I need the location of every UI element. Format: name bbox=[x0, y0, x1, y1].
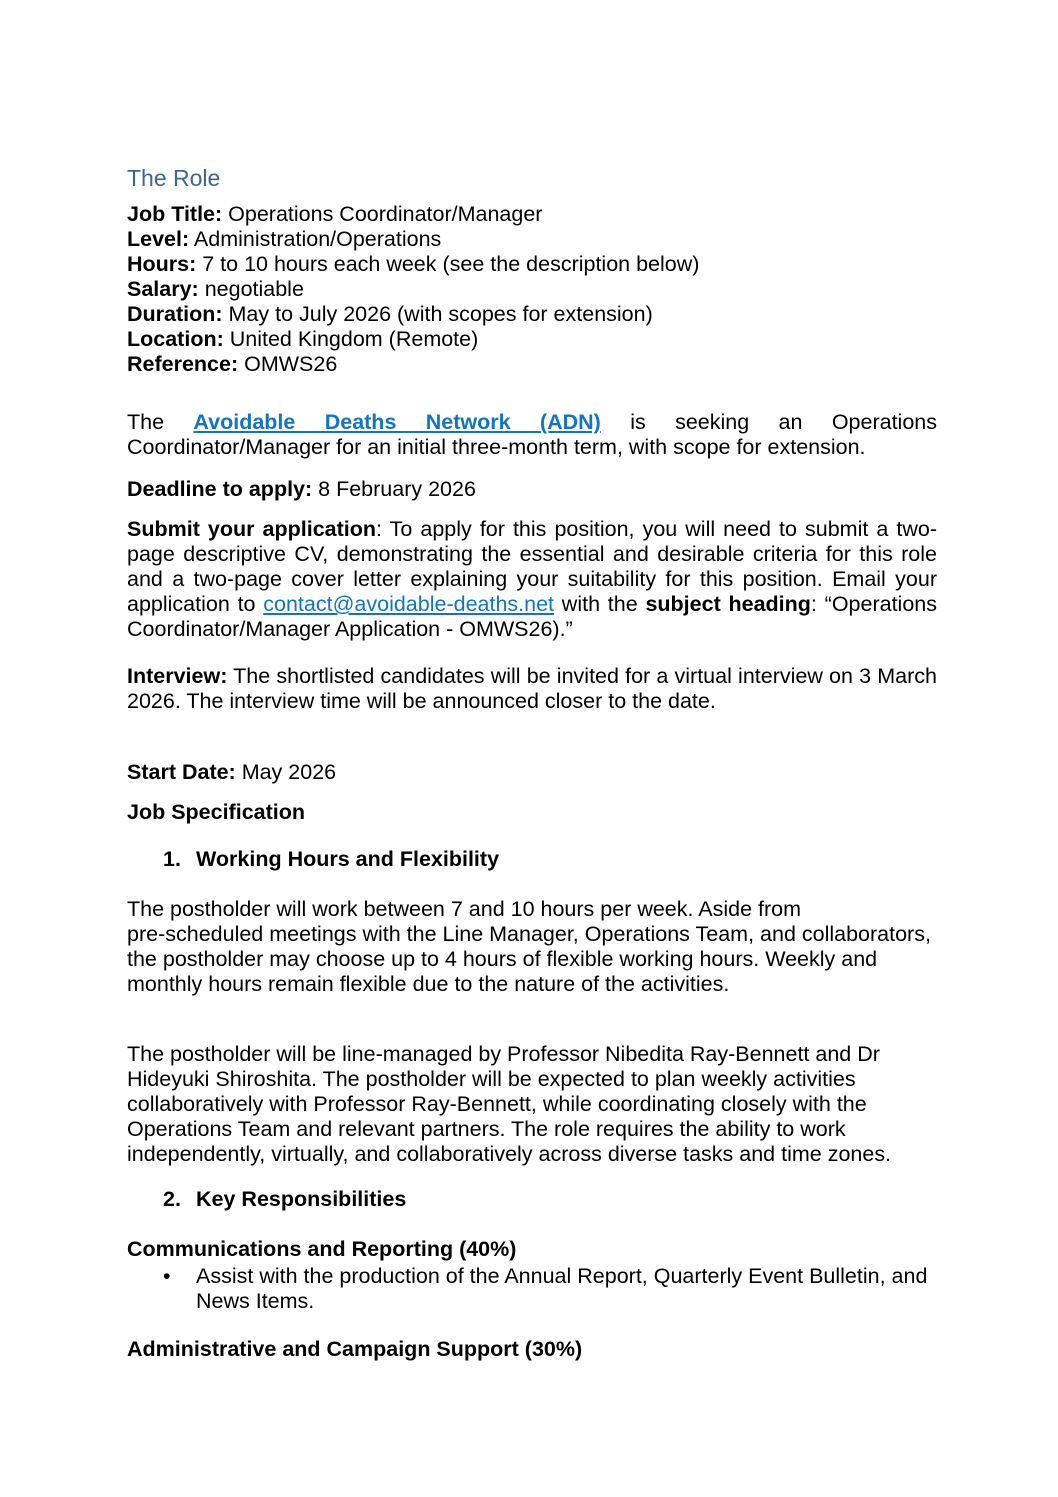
job-detail-row bbox=[127, 327, 937, 352]
working-hours-text-1: The postholder will work between 7 and 10 hours per week. Aside from bbox=[127, 897, 802, 921]
level-label: Level: bbox=[127, 227, 190, 251]
working-hours-text-2: meetings with the Line Manager, Operations Team, and collaborators, the postholder may choose up to 4 hours of flexible working hours. Weekly and monthly hours remain flexible due to the nature of the activities. bbox=[127, 922, 931, 996]
job-detail-row bbox=[127, 202, 937, 227]
submit-text-2: with the bbox=[554, 592, 646, 616]
salary-value: negotiable bbox=[198, 277, 304, 301]
deadline-value: 8 February 2026 bbox=[312, 477, 476, 501]
location-value: United Kingdom (Remote) bbox=[223, 327, 479, 351]
start-date-value: May 2026 bbox=[235, 760, 337, 784]
job-detail-row bbox=[127, 252, 937, 277]
page-title: The Role bbox=[127, 165, 221, 191]
job-detail-row bbox=[127, 302, 937, 327]
start-date-line bbox=[127, 760, 937, 785]
line-managed-paragraph: The postholder will be line-managed by Professor Nibedita Ray-Bennett and Dr Hideyuki Shiroshita. The postholder will be expected to plan weekly activities collaboratively with Professor Ray-Bennett, while coordinating closely with the Operations Team and relevant partners. The role requires the ability to work independently, virtually, and collaboratively across diverse tasks and time zones. bbox=[127, 1042, 892, 1166]
section-title: Working Hours and Flexibility bbox=[196, 847, 500, 871]
reference-label: Reference: bbox=[127, 352, 239, 376]
list-number: 2. bbox=[163, 1187, 181, 1211]
deadline-label: Deadline to apply: bbox=[127, 477, 313, 501]
numbered-heading-working-hours bbox=[127, 847, 937, 872]
reference-value: OMWS26 bbox=[238, 352, 338, 376]
job-title-label: Job Title: bbox=[127, 202, 223, 226]
communications-reporting-heading: Communications and Reporting (40%) bbox=[127, 1237, 517, 1261]
section-title: Key Responsibilities bbox=[196, 1187, 407, 1211]
submit-application-paragraph bbox=[127, 517, 937, 642]
bullet-icon: • bbox=[163, 1264, 171, 1288]
job-details-block bbox=[127, 202, 937, 377]
submit-text-1: : To apply for this position, you will need to submit a two-page descriptive CV, demonstrating the essential and desirable criteria for this role and a two-page cover letter explaining your suitability for this position. Email your application to bbox=[127, 517, 937, 616]
job-detail-row bbox=[127, 352, 937, 377]
interview-label: Interview: bbox=[127, 664, 228, 688]
working-hours-nowrap-word: pre-scheduled bbox=[127, 922, 264, 946]
intro-text-pre: The bbox=[127, 410, 194, 434]
hours-value: 7 to 10 hours each week (see the description below) bbox=[196, 252, 700, 276]
salary-label: Salary: bbox=[127, 277, 199, 301]
bullet-text: Assist with the production of the Annual Report, Quarterly Event Bulletin, and News Items. bbox=[196, 1264, 928, 1313]
working-hours-paragraph bbox=[127, 897, 937, 997]
submit-text-3: : “Operations Coordinator/Manager Application - OMWS26).” bbox=[127, 592, 937, 641]
bullet-item bbox=[127, 1264, 951, 1314]
hours-label: Hours: bbox=[127, 252, 197, 276]
numbered-heading-key-responsibilities bbox=[127, 1187, 937, 1212]
submit-label: Submit your application bbox=[127, 517, 377, 541]
duration-value: May to July 2026 (with scopes for extension) bbox=[222, 302, 653, 326]
intro-paragraph bbox=[127, 410, 937, 460]
intro-text-post: is seeking an Operations Coordinator/Manager for an initial three-month term, with scope for extension. bbox=[127, 410, 937, 459]
list-number: 1. bbox=[163, 847, 181, 871]
start-date-label: Start Date: bbox=[127, 760, 236, 784]
administrative-campaign-heading: Administrative and Campaign Support (30%) bbox=[127, 1337, 583, 1361]
job-specification-heading: Job Specification bbox=[127, 800, 306, 824]
job-title-value: Operations Coordinator/Manager bbox=[222, 202, 543, 226]
job-detail-row bbox=[127, 277, 937, 302]
subject-heading-label: subject heading bbox=[645, 592, 811, 616]
interview-paragraph bbox=[127, 664, 937, 714]
deadline-line bbox=[127, 477, 937, 502]
duration-label: Duration: bbox=[127, 302, 223, 326]
contact-email-link[interactable]: contact@avoidable-deaths.net bbox=[263, 592, 555, 616]
interview-text: The shortlisted candidates will be invited for a virtual interview on 3 March 2026. The interview time will be announced closer to the date. bbox=[127, 664, 937, 713]
level-value: Administration/Operations bbox=[189, 227, 442, 251]
job-detail-row bbox=[127, 227, 937, 252]
adn-link[interactable]: Avoidable Deaths Network (ADN) bbox=[193, 410, 601, 434]
location-label: Location: bbox=[127, 327, 224, 351]
